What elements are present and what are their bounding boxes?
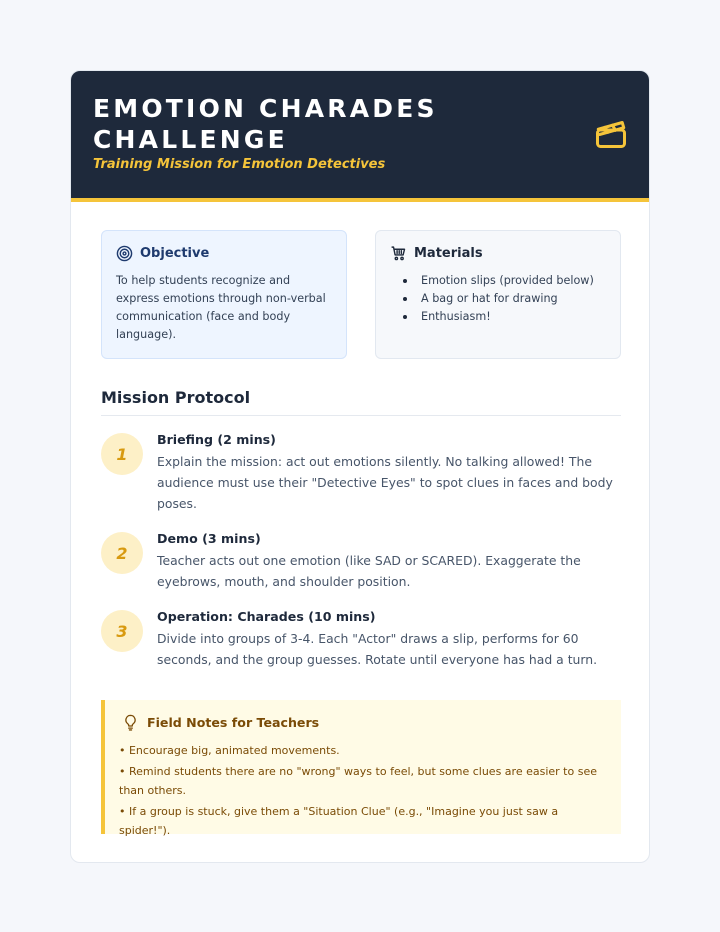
protocol-step-3 [101,608,621,672]
materials-list [390,272,606,326]
step-text: Explain the mission: act out emotions silently. No talking allowed! The audience must use their "Detective Eyes" to spot clues in faces and body poses. [157,454,613,511]
materials-box [375,230,621,359]
header-banner [71,71,650,202]
step-title: Operation: Charades (10 mins) [157,609,376,624]
target-icon [116,245,133,262]
step-title: Briefing (2 mins) [157,432,276,447]
protocol-step-2 [101,530,621,594]
protocol-heading: Mission Protocol [101,388,251,407]
clapperboard-icon [593,115,629,151]
objective-heading: Objective [140,246,210,261]
field-note: • Encourage big, animated movements. [119,744,340,757]
field-note: • If a group is stuck, give them a "Situation Clue" (e.g., "Imagine you just saw a spider!"). [119,805,559,837]
materials-item: Emotion slips (provided below) [403,272,606,290]
lesson-card [70,70,650,863]
step-number: 1 [101,433,143,475]
field-notes-heading: Field Notes for Teachers [147,715,320,730]
step-number: 2 [101,532,143,574]
materials-item: A bag or hat for drawing [403,290,606,308]
field-notes-box [101,700,621,837]
step-title: Demo (3 mins) [157,531,261,546]
section-divider [101,415,621,416]
protocol-step-1 [101,431,621,517]
step-text: Divide into groups of 3-4. Each "Actor" draws a slip, performs for 60 seconds, and the group guesses. Rotate until everyone has had a turn. [157,631,598,667]
page-subtitle: Training Mission for Emotion Detectives [93,157,386,172]
materials-heading: Materials [414,246,483,261]
field-note: • Remind students there are no "wrong" ways to feel, but some clues are easier to see than others. [119,765,597,797]
step-text: Teacher acts out one emotion (like SAD or SCARED). Exaggerate the eyebrows, mouth, and shoulder position. [157,553,581,589]
objective-box [101,230,347,359]
lightbulb-icon [123,714,138,731]
step-number: 3 [101,610,143,652]
materials-item: Enthusiasm! [403,308,606,326]
cart-icon [390,245,407,262]
page-title: EMOTION CHARADES CHALLENGE [93,94,438,154]
objective-text: To help students recognize and express emotions through non-verbal communication (face and body language). [116,274,326,341]
